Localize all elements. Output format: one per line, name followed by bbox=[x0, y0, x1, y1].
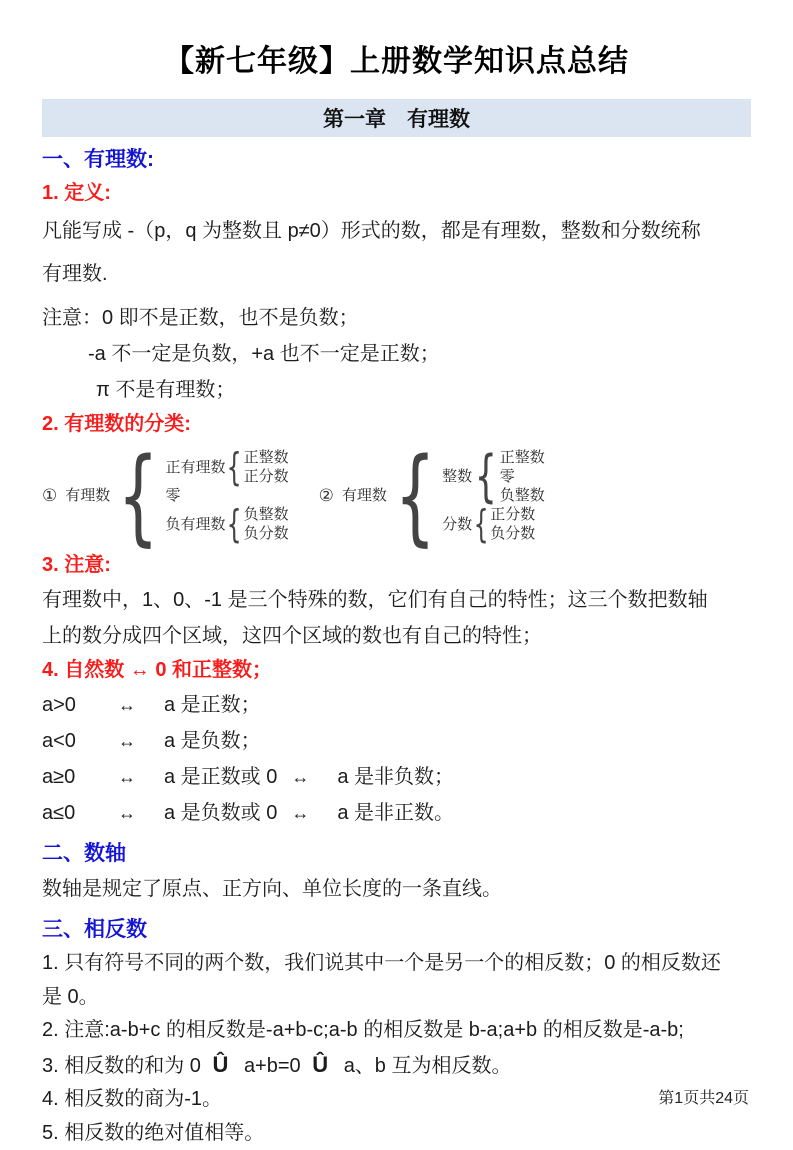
inequality-meaning-2: a 是非正数。 bbox=[337, 802, 455, 825]
note-line-3: π 不是有理数； bbox=[96, 378, 236, 401]
note-line-1: 注意：0 即不是正数，也不是负数； bbox=[42, 306, 359, 329]
chapter-banner bbox=[42, 99, 751, 137]
brace-outer-1: { bbox=[117, 434, 159, 557]
tree2-branch1-child2: 零 bbox=[499, 468, 515, 486]
iff-symbol: Û bbox=[212, 1051, 229, 1077]
tree2-branch-fractions bbox=[442, 502, 545, 547]
classification-tree-2 bbox=[318, 434, 545, 557]
number-axis-body: 数轴是规定了原点、正方向、单位长度的一条直线。 bbox=[42, 878, 502, 901]
circled-number-1: ① bbox=[42, 486, 58, 506]
double-arrow-icon: ↔ bbox=[118, 695, 136, 716]
circled-number-2: ② bbox=[318, 486, 334, 506]
double-arrow-icon: ↔ bbox=[118, 731, 136, 752]
tree2-branch-integers bbox=[442, 444, 545, 510]
classification-label: 2. 有理数的分类: bbox=[42, 412, 191, 435]
inequality-row-2 bbox=[42, 723, 751, 759]
brace-inner: { bbox=[473, 502, 489, 547]
opposite-item-4: 4. 相反数的商为-1。 bbox=[42, 1088, 223, 1111]
inequality-expr: a<0 bbox=[42, 730, 76, 753]
tree2-branch1-name: 整数 bbox=[442, 468, 473, 486]
opposite-item-5: 5. 相反数的绝对值相等。 bbox=[42, 1121, 265, 1144]
tree2-branch2-name: 分数 bbox=[442, 515, 473, 533]
inequality-meaning: a 是负数或 0 bbox=[164, 802, 278, 825]
tree1-branch3-name: 负有理数 bbox=[165, 515, 226, 533]
tree1-branch-negative bbox=[165, 502, 289, 547]
brace-inner: { bbox=[474, 444, 497, 510]
opposite-item-2: 2. 注意:a-b+c 的相反数是-a+b-c;a-b 的相反数是 b-a;a+b 的相反数是-a-b; bbox=[42, 1019, 684, 1042]
section-heading-opposite-numbers: 三、相反数 bbox=[42, 918, 147, 942]
tree2-root: 有理数 bbox=[341, 487, 387, 505]
inequality-meaning: a 是正数； bbox=[164, 694, 261, 717]
inequality-meaning-2: a 是非负数； bbox=[337, 766, 455, 789]
definition-label: 1. 定义: bbox=[42, 181, 111, 204]
inequality-row-3 bbox=[42, 759, 751, 795]
double-arrow-icon: ↔ bbox=[118, 803, 136, 824]
opposite-item-3 bbox=[42, 1048, 751, 1084]
note2-line-1: 有理数中，1、0、-1 是三个特殊的数，它们有自己的特性；这三个数把数轴 bbox=[42, 589, 708, 612]
section-heading-number-axis: 二、数轴 bbox=[42, 842, 126, 866]
inequality-expr: a>0 bbox=[42, 694, 76, 717]
tree1-root: 有理数 bbox=[65, 487, 111, 505]
iff-symbol: Û bbox=[312, 1051, 329, 1077]
tree2-branch1-child3: 负整数 bbox=[499, 487, 545, 505]
inequality-row-1 bbox=[42, 687, 751, 723]
opposite-item-1-line-2: 是 0。 bbox=[42, 985, 99, 1008]
definition-line-2: 有理数. bbox=[42, 262, 108, 285]
tree2-branch2-child2: 负分数 bbox=[490, 525, 536, 543]
inequality-expr: a≤0 bbox=[42, 802, 76, 825]
inequality-meaning: a 是负数； bbox=[164, 730, 261, 753]
note-line-2: -a 不一定是负数，+a 也不一定是正数； bbox=[88, 342, 440, 365]
classification-tree-1 bbox=[42, 434, 289, 557]
tree1-branch1-child1: 正整数 bbox=[243, 449, 289, 467]
tree1-branch1-name: 正有理数 bbox=[165, 458, 226, 476]
brace-inner: { bbox=[227, 502, 243, 547]
inequality-expr: a≥0 bbox=[42, 766, 76, 789]
opposite-item-3-mid: a+b=0 bbox=[243, 1054, 301, 1077]
brace-inner: { bbox=[227, 445, 243, 490]
tree1-branch-positive bbox=[165, 445, 289, 490]
opposite-item-1-line-1: 1. 只有符号不同的两个数，我们说其中一个是另一个的相反数；0 的相反数还 bbox=[42, 952, 721, 975]
definition-line-1: 凡能写成 -（p，q 为整数且 p≠0）形式的数，都是有理数，整数和分数统称 bbox=[42, 219, 701, 242]
chapter-banner-text: 第一章 有理数 bbox=[323, 107, 470, 131]
tree1-branch3-child1: 负整数 bbox=[243, 506, 289, 524]
natural-numbers-label: 4. 自然数 ↔ 0 和正整数； bbox=[42, 659, 273, 682]
note2-label: 3. 注意: bbox=[42, 554, 111, 577]
section-heading-rational: 一、有理数: bbox=[42, 147, 154, 171]
opposite-item-3-suffix: a、b 互为相反数。 bbox=[343, 1054, 512, 1077]
tree1-branch3-child2: 负分数 bbox=[243, 525, 289, 543]
note2-line-2: 上的数分成四个区域，这四个区域的数也有自己的特性； bbox=[42, 625, 542, 648]
inequality-meaning: a 是正数或 0 bbox=[164, 766, 278, 789]
double-arrow-icon: ↔ bbox=[291, 767, 310, 788]
tree2-branch1-child1: 正整数 bbox=[499, 449, 545, 467]
inequality-row-4 bbox=[42, 795, 751, 831]
tree2-branch2-child1: 正分数 bbox=[490, 506, 536, 524]
classification-diagrams bbox=[42, 434, 751, 557]
double-arrow-icon: ↔ bbox=[118, 767, 136, 788]
opposite-item-3-prefix: 3. 相反数的和为 0 bbox=[42, 1054, 201, 1077]
tree1-branch1-child2: 正分数 bbox=[243, 468, 289, 486]
double-arrow-icon: ↔ bbox=[291, 803, 310, 824]
tree1-branch2-name: 零 bbox=[165, 487, 181, 505]
brace-outer-2: { bbox=[394, 434, 436, 557]
page-number: 第1页共24页 bbox=[658, 1090, 749, 1107]
page-title: 【新七年级】上册数学知识点总结 bbox=[164, 45, 629, 78]
